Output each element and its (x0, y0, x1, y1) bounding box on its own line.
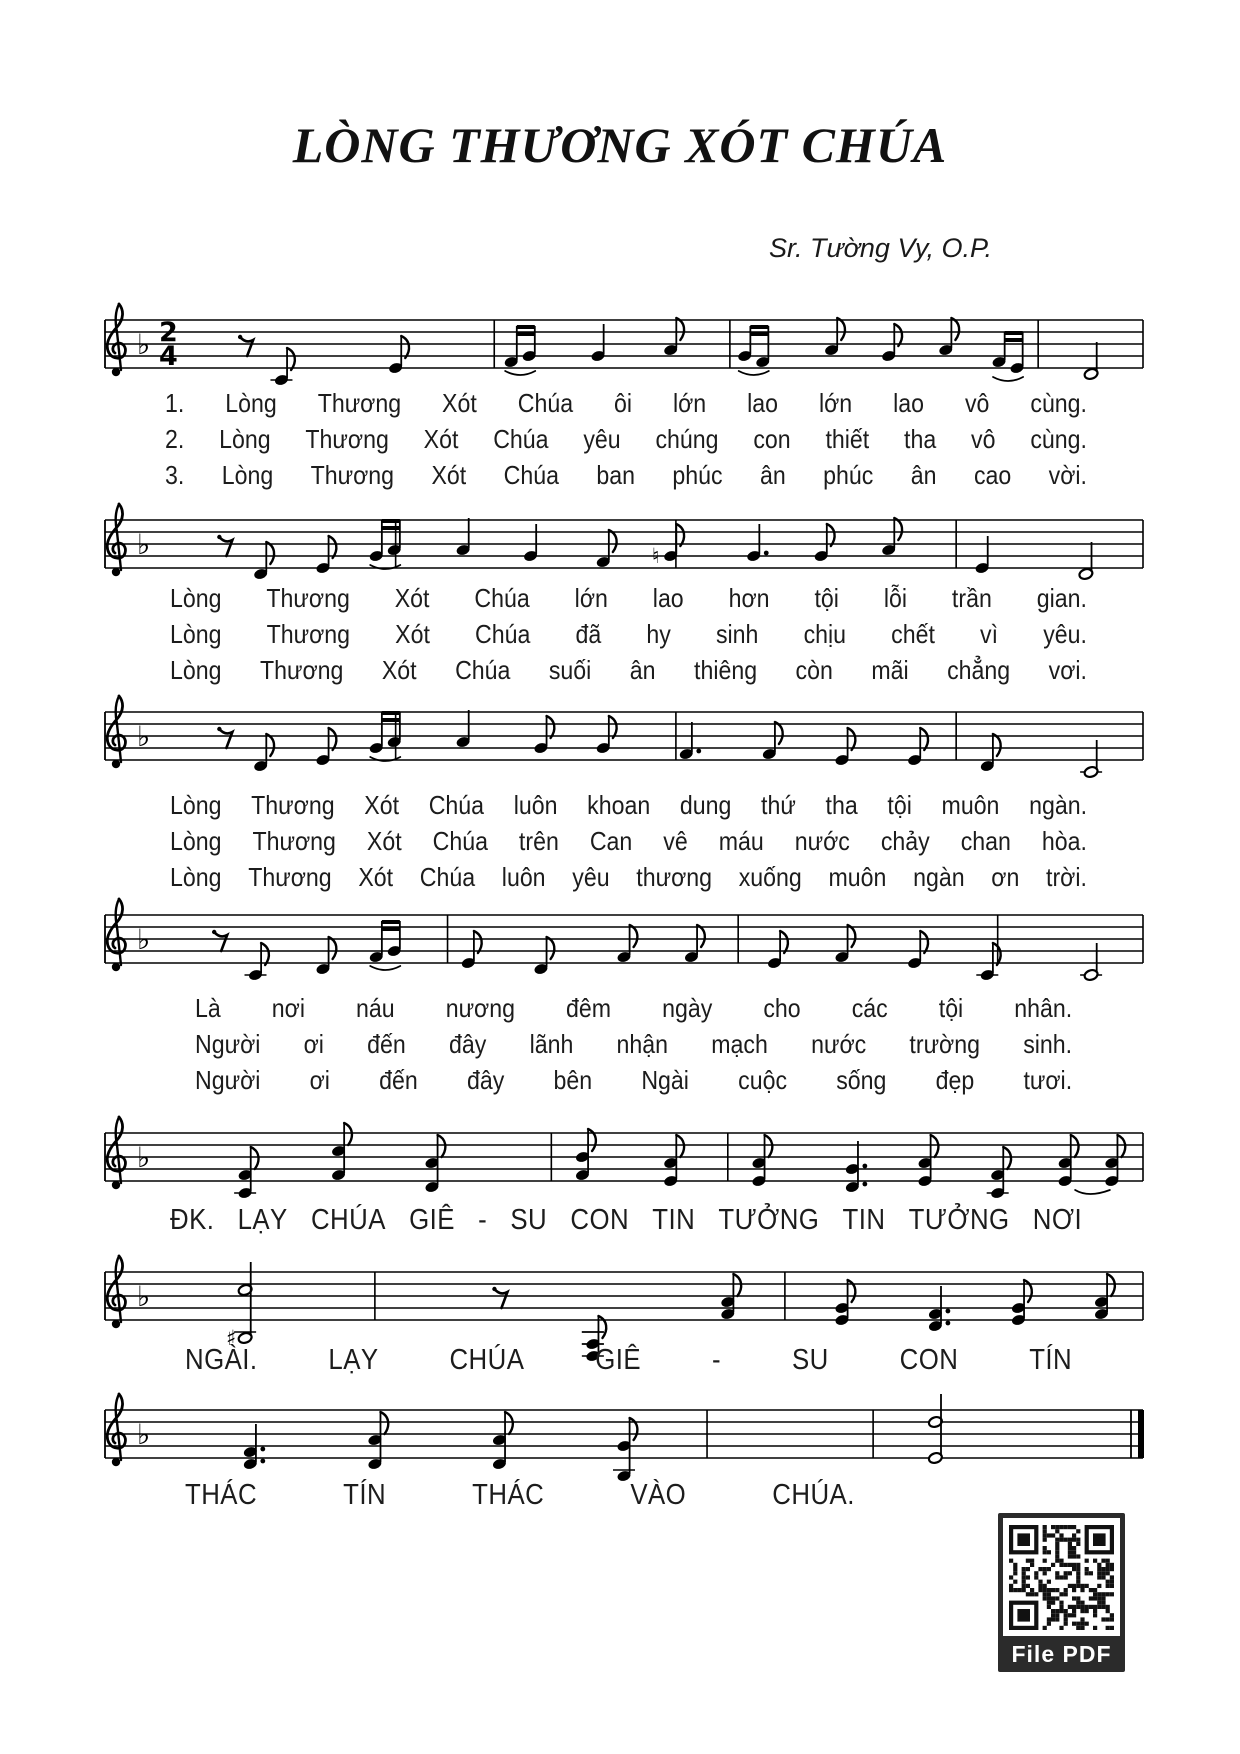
lyric-word: ân (629, 655, 656, 685)
lyric-word: Can (589, 826, 633, 856)
chorus-line-1-block (170, 1204, 1085, 1244)
lyric-word: chết (891, 619, 935, 649)
lyric-word: Lòng (170, 655, 222, 685)
lyric-word: cao (973, 460, 1012, 490)
svg-text:♭: ♭ (137, 1141, 151, 1174)
svg-text:4: 4 (159, 341, 178, 372)
lyric-word: sống (836, 1065, 887, 1095)
lyric-word: hy (646, 619, 671, 649)
lyric-word: Chúa (493, 424, 549, 454)
lyric-word: lao (747, 388, 779, 418)
qr-pdf-box (998, 1513, 1125, 1672)
lyric-word: LẠY (328, 1344, 379, 1376)
lyric-word: TƯỞNG (908, 1204, 1010, 1236)
lyric-word: tội (938, 993, 964, 1023)
lyric-word: ngàn. (1029, 790, 1088, 820)
lyric-word: lao (652, 583, 684, 613)
lyric-word: 3. (165, 460, 185, 490)
lyric-word: đã (575, 619, 602, 649)
lyric-word: VÀO (630, 1479, 687, 1511)
lyric-word: TIN (652, 1204, 696, 1236)
lyric-word: THÁC (185, 1479, 258, 1511)
lyric-word: yêu (572, 862, 610, 892)
lyric-word: CON (899, 1344, 959, 1376)
lyric-word: Xót (423, 424, 459, 454)
svg-text:♭: ♭ (137, 1418, 151, 1451)
lyric-word: ĐK. (170, 1204, 215, 1236)
lyric-word: lớn (672, 388, 707, 418)
lyric-word: nơi (271, 993, 305, 1023)
lyric-word: suối (548, 655, 592, 685)
lyric-word: Lòng (170, 583, 222, 613)
lyric-word: náu (356, 993, 395, 1023)
lyric-line-verse1 (195, 993, 1072, 1029)
lyric-word: con (753, 424, 791, 454)
lyric-word: THÁC (472, 1479, 545, 1511)
lyric-word: muôn (828, 862, 887, 892)
lyric-word: chẳng (947, 655, 1011, 685)
lyric-word: ban (596, 460, 635, 490)
composer-credit: Sr. Tường Vy, O.P. (768, 233, 992, 263)
lyric-word: Ngài (641, 1065, 689, 1095)
qr-label: File PDF (1011, 1640, 1112, 1667)
lyric-word: gian. (1036, 583, 1087, 613)
lyric-word: phúc (672, 460, 723, 490)
lyric-word: Thương (248, 862, 332, 892)
lyric-word: sinh. (1023, 1029, 1073, 1059)
lyric-word: Lòng (170, 619, 222, 649)
stanza-1 (165, 388, 1090, 496)
lyric-line-verse1 (170, 790, 1087, 826)
lyric-word: Chúa (475, 619, 531, 649)
lyric-word: đây (466, 1065, 505, 1095)
lyric-word: sinh (715, 619, 759, 649)
lyric-word: muôn (941, 790, 1000, 820)
lyric-word: vơi. (1048, 655, 1087, 685)
lyric-line-verse3 (195, 1065, 1072, 1101)
page-title: LÒNG THƯƠNG XÓT CHÚA (292, 117, 948, 173)
svg-text:♭: ♭ (137, 1280, 151, 1313)
lyric-word: chan (960, 826, 1011, 856)
lyric-word: Xót (366, 826, 402, 856)
lyric-word: yêu. (1043, 619, 1087, 649)
lyric-word: trường (909, 1029, 980, 1059)
lyric-line-verse1 (170, 583, 1087, 619)
lyric-word: ơi (303, 1029, 324, 1059)
lyric-word: chịu (803, 619, 847, 649)
lyric-word: LẠY (237, 1204, 288, 1236)
lyric-word: Chúa (432, 826, 488, 856)
lyric-word: vô (964, 388, 990, 418)
lyric-word: nương (445, 993, 515, 1023)
lyric-word: 1. (165, 388, 185, 418)
lyric-word: trên (518, 826, 559, 856)
lyric-word: dung (679, 790, 732, 820)
svg-text:♭: ♭ (137, 328, 151, 361)
chorus-line-2-block (185, 1344, 1075, 1384)
chorus-line-2 (185, 1344, 1072, 1384)
lyric-word: hòa. (1041, 826, 1087, 856)
lyric-word: đêm (566, 993, 612, 1023)
lyric-word: ngày (662, 993, 713, 1023)
lyric-word: xuống (738, 862, 802, 892)
lyric-word: lớn (574, 583, 608, 613)
lyric-word: Người (195, 1065, 261, 1095)
lyric-word: tội (814, 583, 839, 613)
lyric-word: Xót (358, 862, 394, 892)
qr-code-image (1009, 1525, 1114, 1630)
lyric-word: hơn (728, 583, 770, 613)
lyric-word: Chúa (503, 460, 559, 490)
lyric-word: luôn (501, 862, 546, 892)
lyric-word: mạch (711, 1029, 768, 1059)
lyric-word: vì (980, 619, 999, 649)
lyric-word: NƠI (1032, 1204, 1083, 1236)
lyric-word: lỗi (883, 583, 908, 613)
lyric-word: Chúa (474, 583, 530, 613)
lyric-word: ân (910, 460, 937, 490)
stanza-3 (170, 790, 1090, 898)
svg-text:♮: ♮ (651, 544, 660, 568)
lyric-word: khoan (587, 790, 651, 820)
chorus-line-3 (185, 1479, 855, 1519)
lyric-word: Xót (394, 583, 430, 613)
lyric-word: TÍN (1029, 1344, 1073, 1376)
lyric-word: thiêng (694, 655, 758, 685)
lyric-word: phúc (823, 460, 874, 490)
stanza-4 (195, 993, 1075, 1101)
lyric-line-verse2 (165, 424, 1087, 460)
lyric-word: Chúa (517, 388, 574, 418)
lyric-line-verse2 (170, 826, 1087, 862)
lyric-word: NGÀI. (185, 1344, 258, 1376)
lyric-word: Xót (395, 619, 430, 649)
lyric-word: CHÚA (310, 1204, 386, 1236)
lyric-line-verse2 (170, 619, 1087, 655)
lyric-word: tươi. (1023, 1065, 1073, 1095)
lyric-word: Thương (252, 826, 336, 856)
lyric-word: Thương (317, 388, 402, 418)
lyric-word: SU (791, 1344, 829, 1376)
lyric-word: chúng (655, 424, 719, 454)
svg-text:2: 2 (159, 317, 178, 348)
lyric-word: ân (760, 460, 786, 490)
svg-text:♯: ♯ (226, 1326, 237, 1350)
lyric-word: tội (887, 790, 912, 820)
lyric-word: tha (904, 424, 937, 454)
lyric-word: CON (570, 1204, 630, 1236)
lyric-word: nước (811, 1029, 867, 1059)
lyric-word: Thương (310, 460, 395, 490)
svg-text:♭: ♭ (137, 528, 151, 561)
lyric-word: nhận (616, 1029, 669, 1059)
lyric-word: đến (367, 1029, 406, 1059)
lyric-word: 2. (165, 424, 185, 454)
lyric-word: cùng. (1030, 424, 1087, 454)
lyric-word: mãi (871, 655, 909, 685)
svg-text:♭: ♭ (137, 720, 151, 753)
lyric-word: lãnh (529, 1029, 574, 1059)
lyric-word: ngàn (913, 862, 965, 892)
lyric-word: Người (195, 1029, 261, 1059)
lyric-word: Thương (251, 790, 335, 820)
lyric-word: thứ (761, 790, 796, 820)
lyric-word: cho (763, 993, 801, 1023)
lyric-word: Thương (259, 655, 344, 685)
lyric-word: ôi (614, 388, 633, 418)
lyric-word: Chúa (419, 862, 476, 892)
lyric-word: trần (951, 583, 992, 613)
lyric-word: Lòng (170, 826, 222, 856)
lyric-word: Xót (442, 388, 477, 418)
svg-text:♭: ♭ (137, 923, 151, 956)
qr-code (1003, 1518, 1120, 1636)
lyric-word: Xót (364, 790, 400, 820)
lyric-word: Thương (266, 583, 350, 613)
lyric-word: bên (553, 1065, 593, 1095)
stanza-2 (170, 583, 1090, 691)
lyric-word: ơn (991, 862, 1020, 892)
lyric-word: thương (636, 862, 712, 892)
lyric-word: Lòng (170, 862, 222, 892)
lyric-word: trời. (1046, 862, 1087, 892)
lyric-line-verse3 (165, 460, 1087, 496)
lyric-word: nhân. (1014, 993, 1073, 1023)
lyric-word: Chúa (455, 655, 511, 685)
lyric-line-verse3 (170, 862, 1087, 898)
lyric-word: Xót (431, 460, 467, 490)
lyric-word: Là (195, 993, 221, 1023)
chorus-line-1 (170, 1204, 1082, 1244)
lyric-word: CHÚA (449, 1344, 525, 1376)
lyric-word: yêu (583, 424, 621, 454)
lyric-word: còn (795, 655, 833, 685)
lyric-word: đẹp (935, 1065, 975, 1095)
lyric-word: SU (510, 1204, 548, 1236)
lyric-word: Thương (266, 619, 351, 649)
lyric-word: Lòng (221, 460, 274, 490)
lyric-word: đến (379, 1065, 418, 1095)
lyric-word: Chúa (428, 790, 485, 820)
lyric-word: Lòng (225, 388, 277, 418)
lyric-word: lớn (818, 388, 853, 418)
lyric-line-verse2 (195, 1029, 1072, 1065)
lyric-word: vô (971, 424, 996, 454)
lyric-word: thiết (825, 424, 870, 454)
lyric-word: các (851, 993, 888, 1023)
lyric-line-verse3 (170, 655, 1087, 691)
lyric-word: - (711, 1344, 722, 1376)
lyric-word: chảy (880, 826, 930, 856)
lyric-word: TƯỞNG (718, 1204, 820, 1236)
lyric-word: Lòng (170, 790, 222, 820)
chorus-line-3-block (185, 1479, 857, 1519)
lyric-word: GIÊ (409, 1204, 455, 1236)
lyric-word: máu (718, 826, 764, 856)
lyric-word: vê (663, 826, 688, 856)
lyric-word: TÍN (343, 1479, 387, 1511)
lyric-word: cùng. (1030, 388, 1087, 418)
lyric-word: đây (449, 1029, 487, 1059)
lyric-word: - (478, 1204, 488, 1236)
lyric-word: tha (825, 790, 858, 820)
lyric-word: CHÚA. (772, 1479, 855, 1511)
lyric-word: Xót (381, 655, 417, 685)
lyric-word: TIN (842, 1204, 886, 1236)
lyric-line-verse1 (165, 388, 1087, 424)
lyric-word: ơi (309, 1065, 330, 1095)
lyric-word: luôn (513, 790, 558, 820)
lyric-word: lao (893, 388, 925, 418)
lyric-word: Lòng (219, 424, 271, 454)
lyric-word: vời. (1048, 460, 1087, 490)
lyric-word: GIÊ (595, 1344, 642, 1376)
lyric-word: Thương (305, 424, 389, 454)
lyric-word: nước (794, 826, 850, 856)
lyric-word: cuộc (738, 1065, 788, 1095)
